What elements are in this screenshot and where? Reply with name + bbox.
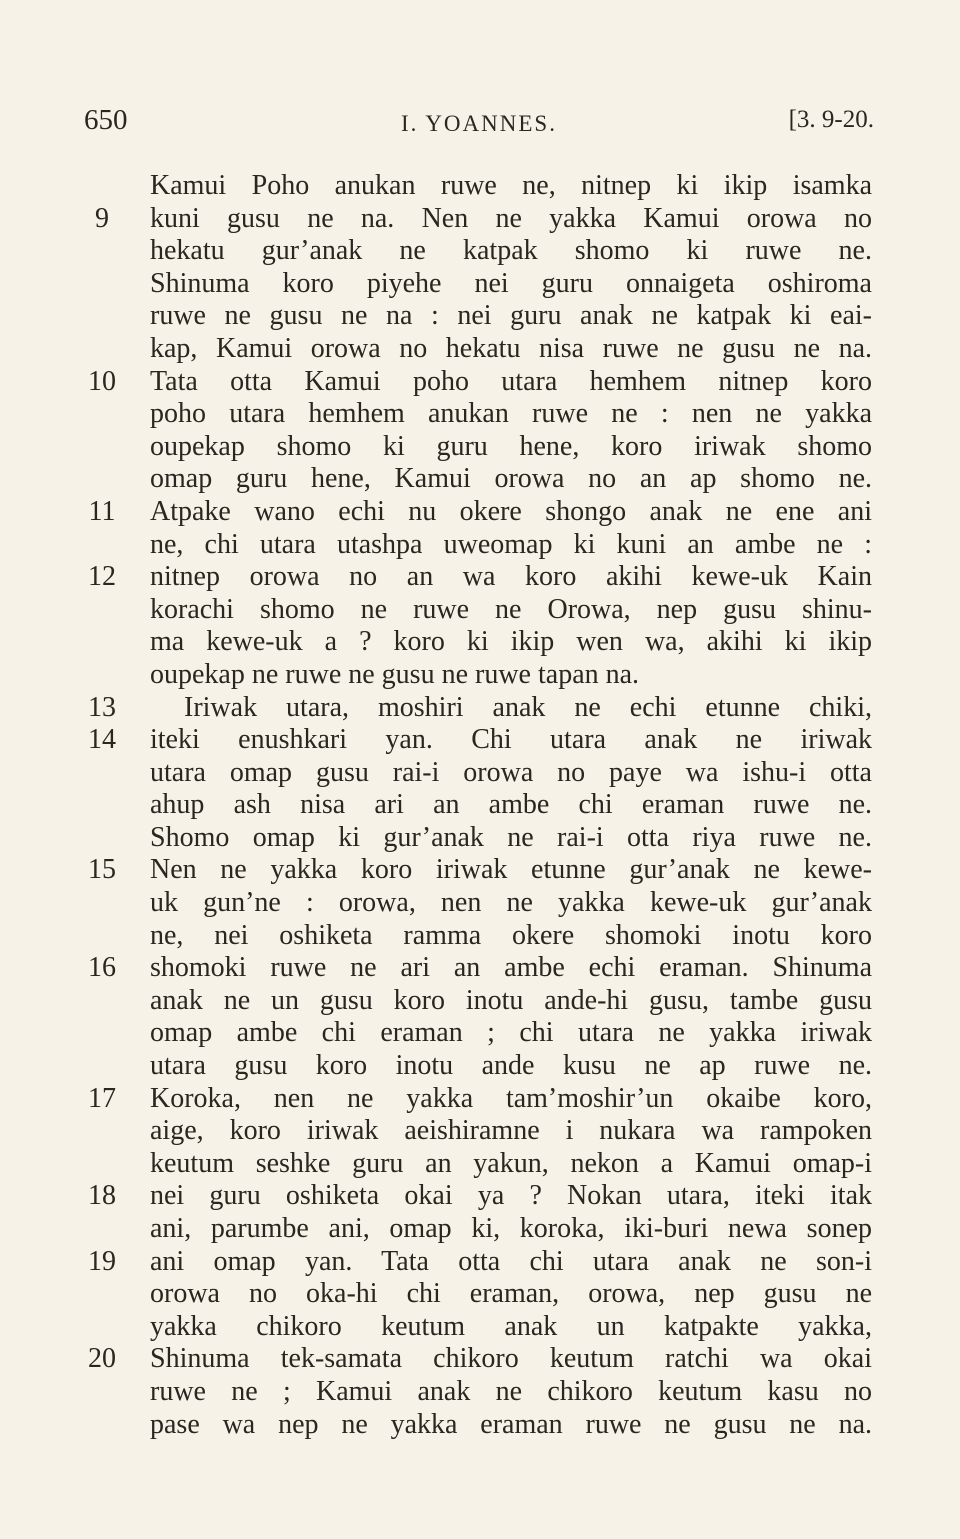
text-line [0,235,960,268]
line-text: ma kewe-uk a ? koro ki ikip wen wa, akihi ki ikip [150,626,872,658]
line-text: Shinuma koro piyehe nei guru onnaigeta oshiroma [150,267,872,299]
text-line [0,724,960,757]
line-text: hekatu gur’anak ne katpak shomo ki ruwe ne. [150,235,872,267]
text-line [0,1083,960,1116]
text-line [0,496,960,529]
text-line [0,1311,960,1344]
line-text: omap ambe chi eraman ; chi utara ne yakka iriwak [150,1017,872,1049]
verse-number: 19 [88,1245,116,1277]
line-text: Kamui Poho anukan ruwe ne, nitnep ki ikip isamka [150,170,872,201]
text-line [0,854,960,887]
line-text: shomoki ruwe ne ari an ambe echi eraman. Shinuma [150,952,872,984]
verse-number: 10 [88,365,116,397]
text-line [0,1278,960,1311]
verse-number: 12 [88,561,116,593]
text-line [0,920,960,953]
line-text: ahup ash nisa ari an ambe chi eraman ruwe ne. [150,789,872,821]
text-line [0,822,960,855]
line-text: kuni gusu ne na. Nen ne yakka Kamui orowa no [150,202,872,234]
running-title: I. YOANNES. [401,111,557,136]
chapter-verse-reference: [3. 9-20. [788,106,874,133]
line-text: Koroka, nen ne yakka tam’moshir’un okaibe koro, [150,1082,872,1114]
line-text: Iriwak utara, moshiri anak ne echi etunne chiki, [184,691,872,723]
text-line [0,659,960,692]
line-text: ne, chi utara utashpa uweomap ki kuni an ambe ne : [150,528,872,560]
line-text: utara omap gusu rai-i orowa no paye wa ishu-i otta [150,756,872,788]
text-line [0,1213,960,1246]
text-line [0,626,960,659]
text-line [0,757,960,790]
line-text: ani omap yan. Tata otta chi utara anak ne son-i [150,1245,872,1277]
verse-number: 11 [88,495,116,527]
text-line [0,1148,960,1181]
text-line [0,398,960,431]
text-line [0,431,960,464]
verse-number: 18 [88,1180,116,1212]
line-text: Nen ne yakka koro iriwak etunne gur’anak ne kewe- [150,854,872,886]
text-line [0,203,960,236]
line-text: ruwe ne ; Kamui anak ne chikoro keutum kasu no [150,1375,872,1407]
text-line [0,1409,960,1442]
verse-number: 13 [88,691,116,723]
text-line [0,170,960,203]
line-text: oupekap shomo ki guru hene, koro iriwak shomo [150,430,872,462]
line-text: orowa no oka-hi chi eraman, orowa, nep gusu ne [150,1278,872,1310]
text-line [0,561,960,594]
line-text: Shinuma tek-samata chikoro keutum ratchi wa okai [150,1343,872,1375]
line-text: ruwe ne gusu ne na : nei guru anak ne katpak ki eai- [150,300,872,332]
scripture-text [0,170,960,1441]
line-text: ne, nei oshiketa ramma okere shomoki inotu koro [150,919,872,951]
text-line [0,1246,960,1279]
line-text: anak ne un gusu koro inotu ande-hi gusu, tambe gusu [150,984,872,1016]
text-line [0,1050,960,1083]
line-text: nei guru oshiketa okai ya ? Nokan utara, iteki itak [150,1180,872,1212]
line-text: iteki enushkari yan. Chi utara anak ne iriwak [150,724,872,756]
line-text: pase wa nep ne yakka eraman ruwe ne gusu ne na. [150,1408,872,1440]
verse-number: 20 [88,1343,116,1375]
line-text: uk gun’ne : orowa, nen ne yakka kewe-uk gur’anak [150,887,872,919]
text-line [0,887,960,920]
line-text: ani, parumbe ani, omap ki, koroka, iki-buri newa sonep [150,1213,872,1244]
text-line [0,463,960,496]
page-header [84,104,874,144]
text-line [0,268,960,301]
text-line [0,1017,960,1050]
text-line [0,594,960,627]
line-text: Atpake wano echi nu okere shongo anak ne ene ani [150,495,872,527]
line-text: Shomo omap ki gur’anak ne rai-i otta riya ruwe ne. [150,821,872,853]
line-text: kap, Kamui orowa no hekatu nisa ruwe ne gusu ne na. [150,332,872,364]
line-text: yakka chikoro keutum anak un katpakte yakka, [150,1310,872,1342]
text-line [0,333,960,366]
line-text: utara gusu koro inotu ande kusu ne ap ruwe ne. [150,1050,872,1082]
text-line [0,300,960,333]
line-text: Tata otta Kamui poho utara hemhem nitnep koro [150,365,872,397]
line-text: oupekap ne ruwe ne gusu ne ruwe tapan na. [150,658,640,690]
verse-number: 16 [88,952,116,984]
verse-number: 15 [88,854,116,886]
page-number: 650 [84,104,128,136]
line-text: korachi shomo ne ruwe ne Orowa, nep gusu shinu- [150,593,872,625]
text-line [0,952,960,985]
text-line [0,789,960,822]
verse-number: 14 [88,724,116,756]
verse-number: 9 [95,202,109,234]
line-text: omap guru hene, Kamui orowa no an ap shomo ne. [150,463,872,495]
text-line [0,1180,960,1213]
text-line [0,1343,960,1376]
text-line [0,529,960,562]
text-line [0,985,960,1018]
line-text: aige, koro iriwak aeishiramne i nukara wa rampoken [150,1115,872,1147]
text-line [0,692,960,725]
line-text: keutum seshke guru an yakun, nekon a Kamui omap-i [150,1147,872,1179]
line-text: poho utara hemhem anukan ruwe ne : nen ne yakka [150,398,872,430]
verse-number: 17 [88,1082,116,1114]
text-line [0,1376,960,1409]
text-line [0,1115,960,1148]
text-line [0,366,960,399]
line-text: nitnep orowa no an wa koro akihi kewe-uk Kain [150,561,872,593]
